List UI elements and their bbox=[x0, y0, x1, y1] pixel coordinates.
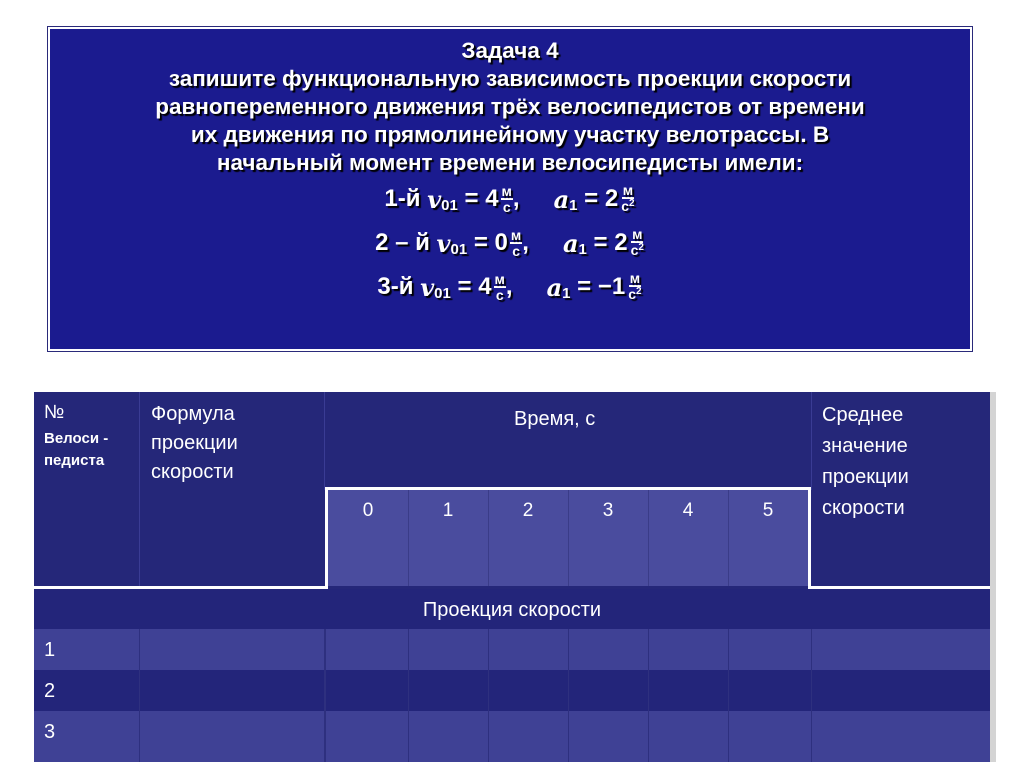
row-col-divider bbox=[488, 629, 489, 762]
table-row bbox=[34, 711, 990, 762]
time-header-1: 1 bbox=[442, 500, 454, 521]
initial-conditions bbox=[50, 177, 970, 309]
time-header-5: 5 bbox=[762, 500, 774, 521]
acceleration-symbol: a bbox=[546, 272, 563, 302]
velocity-unit: $\frac{м}{с}$ bbox=[501, 183, 512, 215]
row-number-3: 3 bbox=[44, 721, 56, 743]
velocity-symbol: v bbox=[420, 272, 435, 302]
section-label: Проекция скорости bbox=[422, 599, 602, 621]
velocity-subscript: 01 bbox=[441, 196, 458, 214]
row-number-1: 1 bbox=[44, 639, 56, 661]
condition-line-2: 2 – й v 01 = 0 $\frac{м}{с}$ , a 1 = 2 $\frac{м}{с^2}$ bbox=[375, 225, 644, 259]
velocity-subscript: 01 bbox=[450, 240, 468, 258]
acceleration-unit: $\frac{м}{с^2}$ bbox=[628, 269, 642, 302]
velocity-unit: $\frac{м}{с}$ bbox=[510, 227, 522, 259]
row-col-divider bbox=[568, 629, 569, 762]
acceleration-value: 2 bbox=[604, 185, 619, 212]
velocity-symbol: v bbox=[436, 228, 451, 258]
col-time-header: Время, с bbox=[514, 408, 596, 430]
row-col-divider bbox=[728, 629, 729, 762]
time-col-divider bbox=[728, 490, 729, 586]
equals-sign: = bbox=[593, 229, 608, 256]
task-box bbox=[48, 27, 972, 351]
condition-label: 1-й bbox=[384, 185, 421, 212]
velocity-subscript: 01 bbox=[434, 284, 451, 302]
condition-label: 2 – й bbox=[375, 229, 430, 256]
col-formula-header: Формула проекции скорости bbox=[151, 403, 238, 483]
acceleration-unit: $\frac{м}{с^2}$ bbox=[630, 225, 644, 258]
velocity-unit: $\frac{м}{с}$ bbox=[494, 271, 505, 303]
initial-velocity-value: 0 bbox=[494, 229, 508, 256]
row-col-divider bbox=[139, 629, 140, 762]
initial-velocity-value: 4 bbox=[478, 273, 492, 300]
acceleration-unit: $\frac{м}{с^2}$ bbox=[621, 181, 635, 214]
equals-sign: = bbox=[457, 273, 472, 300]
equals-sign: = bbox=[577, 273, 592, 300]
time-col-divider bbox=[648, 490, 649, 586]
col-number-header: № bbox=[44, 402, 65, 423]
row-col-divider bbox=[408, 629, 409, 762]
task-text-line-2: равнопеременного движения трёх велосипедистов от времени bbox=[155, 94, 865, 119]
header-vline-2 bbox=[324, 392, 325, 490]
time-col-divider bbox=[488, 490, 489, 586]
acceleration-subscript: 1 bbox=[578, 240, 587, 258]
row-number-2: 2 bbox=[44, 680, 56, 702]
time-col-divider bbox=[568, 490, 569, 586]
condition-label: 3-й bbox=[377, 273, 414, 300]
data-table bbox=[34, 392, 996, 762]
acceleration-subscript: 1 bbox=[562, 284, 571, 302]
equals-sign: = bbox=[473, 229, 488, 256]
row-col-divider bbox=[325, 629, 326, 762]
task-text-line-1: запишите функциональную зависимость проекции скорости bbox=[168, 66, 852, 91]
time-header-3: 3 bbox=[602, 500, 614, 521]
time-header-2: 2 bbox=[522, 500, 534, 521]
table-row bbox=[34, 670, 990, 711]
time-header-4: 4 bbox=[682, 500, 694, 521]
task-text-line-3: их движения по прямолинейному участку велотрассы. В bbox=[190, 122, 830, 147]
acceleration-symbol: a bbox=[553, 184, 570, 214]
time-header-0: 0 bbox=[362, 500, 374, 521]
condition-line-3: 3-й v 01 = 4 $\frac{м}{с}$ , a 1 = −1 $\frac{м}{с^2}$ bbox=[377, 269, 642, 303]
table-row bbox=[34, 629, 990, 670]
acceleration-subscript: 1 bbox=[569, 196, 578, 214]
task-text-line-4: начальный момент времени велосипедисты имели: bbox=[216, 150, 804, 175]
initial-velocity-value: 4 bbox=[485, 185, 499, 212]
header-vline-3 bbox=[811, 392, 812, 490]
col-number-subheader: Велоси - педиста bbox=[44, 430, 109, 469]
header-vline-1 bbox=[139, 392, 140, 586]
time-col-divider bbox=[408, 490, 409, 586]
acceleration-value: 2 bbox=[614, 229, 628, 256]
condition-line-1: 1-й v 01 = 4 $\frac{м}{с}$ , a 1 = 2 $\frac{м}{с^2}$ bbox=[384, 181, 635, 215]
col-avg-header: Среднее значение проекции скорости bbox=[822, 404, 909, 519]
row-col-divider bbox=[648, 629, 649, 762]
row-col-divider bbox=[811, 629, 812, 762]
acceleration-value: −1 bbox=[597, 273, 626, 300]
acceleration-symbol: a bbox=[562, 228, 579, 258]
task-title: Задача 4 bbox=[461, 38, 559, 63]
velocity-symbol: v bbox=[427, 184, 442, 214]
equals-sign: = bbox=[584, 185, 599, 212]
equals-sign: = bbox=[464, 185, 479, 212]
